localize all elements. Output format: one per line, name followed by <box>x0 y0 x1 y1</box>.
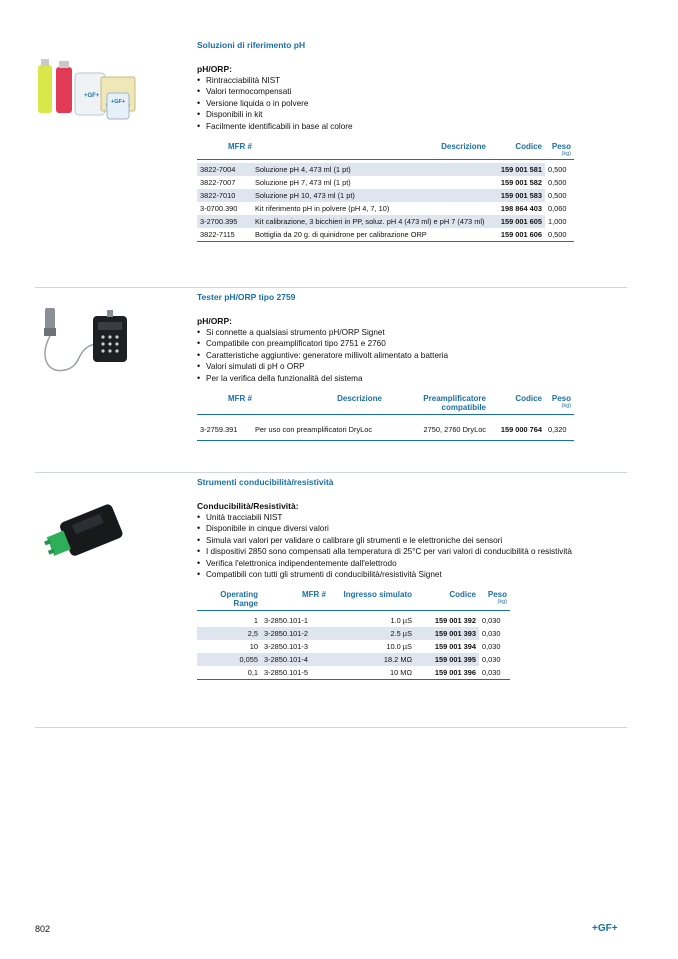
cell-simulated-input: 2.5 µS <box>329 627 415 640</box>
cell-description: Soluzione pH 4, 473 ml (1 pt) <box>252 163 489 176</box>
col-header-code: Codice <box>449 590 476 600</box>
product-table <box>197 142 574 242</box>
cell-mfr: 3822-7010 <box>197 189 252 202</box>
cell-code: 159 001 582 <box>500 178 542 188</box>
col-header-mfr: MFR # <box>228 142 252 152</box>
section-subtitle: Conducibilità/Resistività: <box>197 501 299 511</box>
feature-item: • Caratteristiche aggiuntive: generatore millivolt alimentato a batteria <box>197 350 627 361</box>
table-row <box>197 215 574 228</box>
cell-mfr: 3-0700.390 <box>200 204 238 214</box>
weight-label: Peso <box>551 394 571 404</box>
table-row <box>197 176 574 189</box>
col-header-weight <box>545 394 574 415</box>
table-row <box>197 189 574 202</box>
col-header-mfr: MFR # <box>302 590 326 600</box>
weight-label: Peso <box>551 142 571 152</box>
table-row <box>197 163 574 176</box>
table-row <box>197 228 574 242</box>
cell-mfr: 3822-7115 <box>197 228 252 242</box>
feature-item: • Simula vari valori per validare o calibrare gli strumenti e le elettroniche dei sensori <box>197 535 627 546</box>
ph-orp-tester-product-image <box>35 304 145 394</box>
cell-weight: 0,030 <box>482 616 501 626</box>
feature-item: • Si connette a qualsiasi strumento pH/ORP Signet <box>197 327 627 338</box>
cell-mfr: 3-2850.101-3 <box>264 642 308 652</box>
section-title: Soluzioni di riferimento pH <box>197 40 306 50</box>
cell-mfr: 3822-7004 <box>197 163 252 176</box>
cell-description: Per uso con preamplificatori DryLoc <box>252 418 385 441</box>
cell-weight: 0,500 <box>548 191 567 201</box>
section-divider <box>35 472 627 473</box>
cell-code: 159 001 393 <box>415 627 479 640</box>
cell-weight: 0,320 <box>545 418 574 441</box>
col-header-mfr: MFR # <box>228 394 252 404</box>
section-divider <box>35 287 627 288</box>
feature-item: • Valori simulati di pH o ORP <box>197 361 627 372</box>
cell-weight: 0,500 <box>545 228 574 242</box>
cell-code: 159 001 583 <box>489 189 545 202</box>
feature-item: • Verifica l'elettronica indipendentemente dall'elettrodo <box>197 558 627 569</box>
product-table <box>197 394 574 441</box>
table-row <box>197 614 510 627</box>
page-number: 802 <box>35 924 51 934</box>
cell-description: Bottiglia da 20 g. di quinidrone per calibrazione ORP <box>252 228 489 242</box>
cell-simulated-input: 1.0 µS <box>390 616 412 626</box>
cell-code: 159 001 605 <box>489 215 545 228</box>
cell-weight: 0,500 <box>548 165 567 175</box>
weight-unit: (kg) <box>561 403 571 410</box>
cell-mfr: 3-2700.395 <box>197 215 252 228</box>
cell-code: 159 001 392 <box>434 616 476 626</box>
cell-preamplifier: 2750, 2760 DryLoc <box>385 418 489 441</box>
cell-operating-range: 1 <box>253 616 258 626</box>
section-divider <box>35 727 627 728</box>
col-header-preamplifier: Preamplificatore compatibile <box>423 394 486 413</box>
cell-code: 159 001 581 <box>489 163 545 176</box>
cell-mfr: 3822-7007 <box>200 178 236 188</box>
product-table <box>197 590 510 680</box>
feature-item: • Rintracciabilità NIST <box>197 75 627 86</box>
weight-unit: (kg) <box>561 151 571 158</box>
table-row <box>197 666 510 680</box>
feature-item: • Compatibili con tutti gli strumenti di conducibilità/resistività Signet <box>197 569 627 580</box>
feature-item: • Compatibile con preamplificatori tipo 2751 e 2760 <box>197 338 627 349</box>
section-title: Strumenti conducibilità/resistività <box>197 477 334 487</box>
cell-code: 159 001 396 <box>415 666 479 680</box>
cell-weight: 0,030 <box>479 666 510 680</box>
col-header-simulated-input: Ingresso simulato <box>343 590 412 600</box>
section-title: Tester pH/ORP tipo 2759 <box>197 292 296 302</box>
cell-description: Soluzione pH 7, 473 ml (1 pt) <box>255 178 351 188</box>
cell-code: 159 001 394 <box>434 642 476 652</box>
cell-operating-range: 0,1 <box>197 666 261 680</box>
cell-weight: 0,030 <box>482 655 501 665</box>
col-header-weight <box>479 590 510 611</box>
cell-code: 159 001 395 <box>415 653 479 666</box>
cell-operating-range: 2,5 <box>197 627 261 640</box>
feature-list <box>197 327 627 384</box>
feature-item: • Facilmente identificabili in base al colore <box>197 121 627 132</box>
gf-logo: +GF+ <box>592 923 618 934</box>
svg-text:+GF+: +GF+ <box>111 99 126 105</box>
cell-mfr: 3-2759.391 <box>197 418 252 441</box>
cell-weight: 0,030 <box>482 629 501 639</box>
feature-item: • Versione liquida o in polvere <box>197 98 627 109</box>
svg-text:+GF+: +GF+ <box>84 93 100 99</box>
table-row <box>197 418 574 441</box>
feature-item: • Unità tracciabili NIST <box>197 512 627 523</box>
table-row <box>197 640 510 653</box>
cell-operating-range: 10 <box>249 642 258 652</box>
feature-list <box>197 75 627 132</box>
col-header-description: Descrizione <box>337 394 382 404</box>
table-row <box>197 653 510 666</box>
col-header-weight <box>545 142 574 160</box>
cell-code: 159 001 606 <box>489 228 545 242</box>
weight-unit: (kg) <box>497 599 507 606</box>
section-subtitle: pH/ORP: <box>197 316 232 326</box>
feature-item: • Disponibili in kit <box>197 109 627 120</box>
feature-item: • I dispositivi 2850 sono compensati alla temperatura di 25°C per vari valori di conducibilità o resistività <box>197 546 627 557</box>
feature-item: • Disponibile in cinque diversi valori <box>197 523 627 534</box>
cell-description: Soluzione pH 10, 473 ml (1 pt) <box>252 189 489 202</box>
weight-label: Peso <box>487 590 507 600</box>
cell-code: 159 000 764 <box>489 418 545 441</box>
cell-simulated-input: 10 MΩ <box>329 666 415 680</box>
col-header-code: Codice <box>515 394 542 404</box>
cell-weight: 0,030 <box>482 642 501 652</box>
cell-description: Kit calibrazione, 3 bicchieri in PP, soluz. pH 4 (473 ml) e pH 7 (473 ml) <box>252 215 489 228</box>
cell-code: 198 864 403 <box>500 204 542 214</box>
reference-solutions-product-image <box>35 55 145 145</box>
cell-mfr: 3-2850.101-4 <box>261 653 329 666</box>
col-header-code: Codice <box>515 142 542 152</box>
cell-description: Kit riferimento pH in polvere (pH 4, 7, 10) <box>255 204 390 214</box>
cell-weight: 0,500 <box>548 178 567 188</box>
section-subtitle: pH/ORP: <box>197 64 232 74</box>
feature-item: • Valori termocompensati <box>197 86 627 97</box>
col-header-description: Descrizione <box>441 142 486 152</box>
cell-mfr: 3-2850.101-2 <box>261 627 329 640</box>
cell-weight: 0,060 <box>548 204 567 214</box>
cell-mfr: 3-2850.101-5 <box>261 666 329 680</box>
feature-item: • Per la verifica della funzionalità del sistema <box>197 373 627 384</box>
cell-simulated-input: 10.0 µS <box>386 642 412 652</box>
feature-list <box>197 512 627 580</box>
col-header-operating-range: Operating Range <box>220 590 258 609</box>
cell-mfr: 3-2850.101-1 <box>264 616 308 626</box>
cell-simulated-input: 18.2 MΩ <box>329 653 415 666</box>
table-row <box>197 202 574 215</box>
cell-operating-range: 0,055 <box>197 653 261 666</box>
cell-weight: 1,000 <box>548 217 567 227</box>
table-row <box>197 627 510 640</box>
conductivity-device-product-image <box>35 489 145 579</box>
